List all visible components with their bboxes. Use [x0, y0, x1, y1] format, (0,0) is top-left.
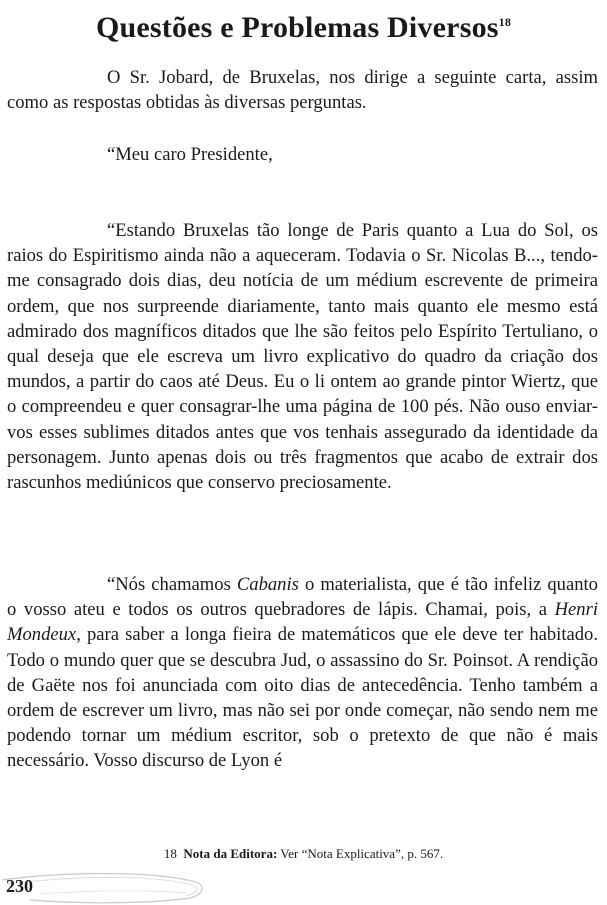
- paragraph-continued-text-a: “Nós chamamos: [107, 574, 237, 595]
- paragraph-letter-body: [7, 218, 598, 495]
- footnote-number: 18: [163, 846, 177, 861]
- title-text: Questões e Problemas Diversos: [95, 11, 499, 44]
- paragraph-salutation-text: “Meu caro Presidente,: [107, 144, 273, 165]
- page-title: [0, 4, 607, 46]
- name-cabanis: Cabanis: [236, 574, 299, 595]
- paragraph-letter-continued: [7, 572, 598, 774]
- title-footnote-ref: 18: [498, 15, 512, 29]
- paragraph-letter-body-text: “Estando Bruxelas tão longe de Paris quanto a Lua do Sol, os raios do Espiritismo ainda não a aqueceram. Todavia o Sr. Nicolas B..., tendo-me consagrado dois dias, deu notícia de um médium escrevente de primeira ordem, que nos surpreende diariamente, tanto mais quanto ele mesmo está admirado dos magníficos ditados que lhe são feitos pelo Espírito Tertuliano, o qual deseja que ele escreva um livro explicativo do quadro da criação dos mundos, a partir do caos até Deus. Eu o li ontem ao grande pintor Wiertz, que o compreendeu e quer consagrar-lhe uma página de 100 pés. Não ouso enviar-vos esses sublimes ditados antes que vos tenhais assegurado da identidade da personagem. Junto apenas dois ou três fragmentos que acabo de extrair dos rascunhos mediúnicos que conservo preciosamente.: [7, 220, 598, 494]
- paragraph-intro-text: O Sr. Jobard, de Bruxelas, nos dirige a seguinte carta, assim como as respostas obtidas às diversas perguntas.: [7, 67, 598, 114]
- decorative-swoosh-icon: [0, 864, 230, 905]
- footnote-label: Nota da Editora:: [183, 846, 278, 861]
- page-number: 230: [6, 876, 33, 896]
- paragraph-intro: [7, 65, 598, 115]
- name-henri-mondeux: Henri Mondeux: [7, 599, 598, 646]
- paragraph-continued-text-c: o materialista, que é tão infeliz quanto o vosso ateu e todos os outros quebradores de lápis. Chamai, pois, a: [7, 574, 598, 621]
- paragraph-salutation: [7, 142, 598, 167]
- footnote-text: Ver “Nota Explicativa”, p. 567.: [277, 846, 444, 861]
- paragraph-continued-text-e: , para saber a longa fieira de matemáticos que ele deve ter habitado. Todo o mundo quer que se descubra Jud, o assassino do Sr. Poinsot. A rendição de Gaëte nos foi anunciada com oito dias de antecedência. Tenho também a ordem de escrever um livro, mas não sei por onde começar, não sendo nem me podendo tornar um médium escritor, sob o pretexto de que não é mais necessário. Vosso discurso de Lyon é: [7, 624, 598, 772]
- footnote: [0, 845, 607, 863]
